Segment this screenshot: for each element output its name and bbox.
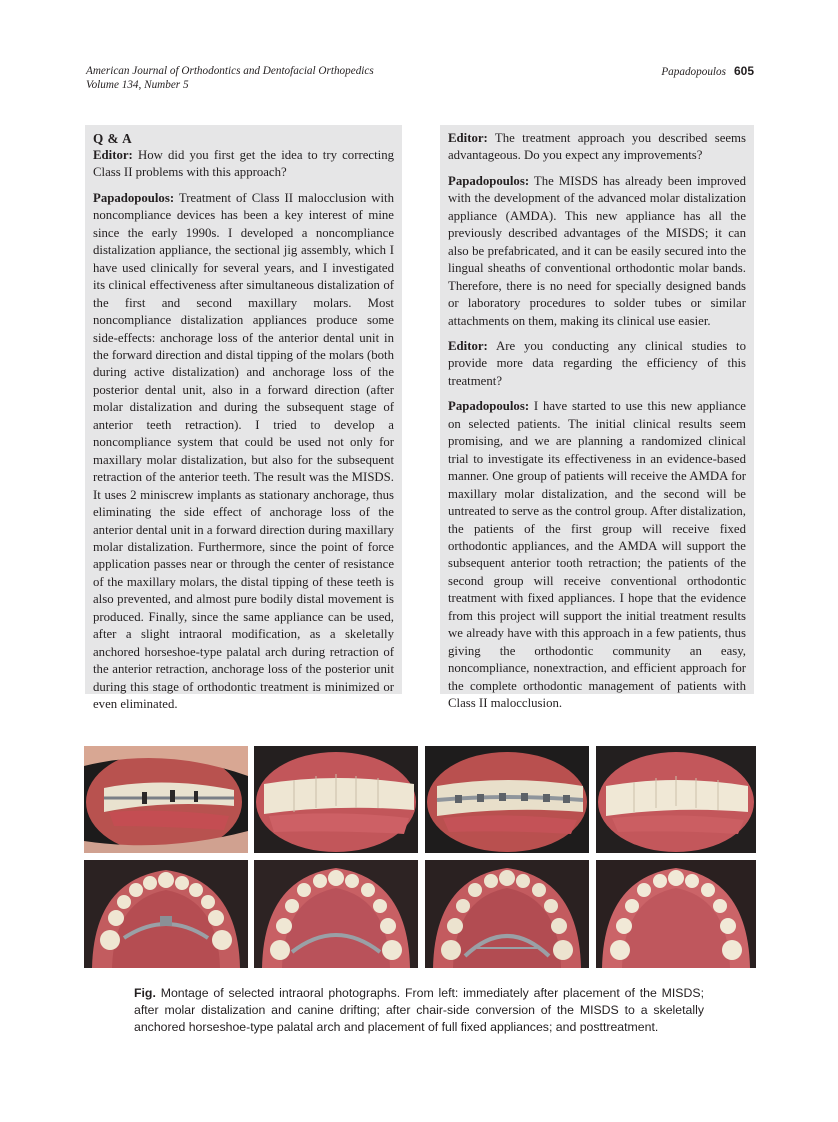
photo-lateral-after-placement bbox=[84, 746, 248, 853]
paragraph-text: I have started to use this new appliance on selected patients. The initial clinical results seem promising, and we are planning a randomized clinical trial to investigate its effectiveness in an evidence-based manner. One group of patients will receive the AMDA for maxillary molar distalization, and the second will be untreated to serve as the control group. After distalization, the patients of the first group will receive fixed orthodontic appliances, and the AMDA will support the subsequent anterior tooth retraction; the patients of the second group will receive conventional orthodontic treatment with fixed appliances. I hope that the evidence from this project will support the initial treatment results we already have with this approach in a few patients, thus giving the orthodontic community an easy, noncompliance, nonextraction, and efficient approach for the complete orthodontic management of patients with Class II malocclusion. bbox=[448, 399, 746, 711]
photo-lateral-fixed-appliances bbox=[425, 746, 589, 853]
qa-heading: Q & A bbox=[93, 131, 133, 146]
journal-volume: Volume 134, Number 5 bbox=[86, 79, 189, 91]
figure-label: Fig. bbox=[134, 986, 156, 1000]
qa-paragraph bbox=[93, 147, 394, 182]
paragraph-text: Treatment of Class II malocclusion with noncompliance devices has been a key interest of mine since the early 1990s. I developed a noncompliance distalization appliance, the sectional jig assembly, which I have used clinically for several years, and I investigated its clinical effectiveness after simultaneous distalization of the first and second maxillary molars. Most noncompliance distalization appliances produce some side-effects: anchorage loss of the anterior dental unit in the forward direction and distal tipping of the molars (both during active distalization) and anchorage loss of the posterior dental unit, also in a forward direction (after molar distalization and during the subsequent stage of anterior teeth retraction). I tried to develop a noncompliance system that could be used not only for maxillary molar distalization, but also for the subsequent retraction of the anterior teeth. The result was the MISDS. It uses 2 miniscrew implants as stationary anchorage, thus eliminating the side effect of anchorage loss of the anterior dental unit in a forward direction during maxillary molar distalization. Furthermore, since the point of force application passes near or through the center of resistance of the maxillary molars, the distal tipping of these teeth is also prevented, and almost pure bodily distal movement is produced. Finally, since the same appliance can be used, after a slight intraoral modification, as a skeletally anchored horseshoe-type palatal arch during retraction of the anterior retraction, anchorage loss of the posterior unit during this stage of orthodontic treatment is minimized or even eliminated. bbox=[93, 190, 395, 712]
paragraph-text: Are you conducting any clinical studies to provide more data regarding the efficiency of this treatment? bbox=[448, 338, 746, 388]
qa-paragraph bbox=[448, 130, 746, 165]
running-author: Papadopoulos bbox=[661, 66, 726, 78]
speaker-label: Editor: bbox=[448, 338, 488, 353]
intraoral-photo-montage bbox=[84, 746, 756, 968]
running-header-journal bbox=[86, 64, 374, 92]
journal-title: American Journal of Orthodontics and Dentofacial Orthopedics bbox=[86, 65, 374, 77]
speaker-label: Papadopoulos: bbox=[93, 190, 175, 205]
photo-occlusal-posttreatment bbox=[596, 860, 756, 968]
paragraph-text: The treatment approach you described seems advantageous. Do you expect any improvements? bbox=[448, 131, 746, 163]
speaker-label: Papadopoulos: bbox=[448, 173, 530, 188]
speaker-label: Papadopoulos: bbox=[448, 399, 530, 414]
photo-lateral-after-distalization bbox=[254, 746, 418, 853]
figure-caption-text: Montage of selected intraoral photographs. From left: immediately after placement of the MISDS; after molar distalization and canine drifting; after chair-side conversion of the MISDS to a skeletally anchored horseshoe-type palatal arch and placement of full fixed appliances; and posttreatment. bbox=[134, 986, 704, 1035]
qa-paragraph bbox=[448, 398, 746, 712]
qa-paragraph bbox=[448, 173, 746, 330]
qa-left-column bbox=[85, 125, 402, 712]
page-number: 605 bbox=[733, 64, 754, 78]
figure-caption bbox=[134, 985, 704, 1037]
qa-paragraph bbox=[448, 338, 746, 390]
photo-occlusal-after-distalization bbox=[254, 860, 418, 968]
paragraph-text: How did you first get the idea to try correcting Class II problems with this approach? bbox=[93, 148, 394, 180]
qa-right-column bbox=[440, 125, 754, 711]
qa-paragraph bbox=[93, 190, 394, 714]
photo-occlusal-after-placement bbox=[84, 860, 248, 968]
running-header-page bbox=[661, 64, 754, 79]
speaker-label: Editor: bbox=[93, 148, 133, 162]
photo-occlusal-fixed-appliances bbox=[425, 860, 589, 968]
speaker-label: Editor: bbox=[448, 131, 488, 145]
photo-lateral-posttreatment bbox=[596, 746, 756, 853]
paragraph-text: The MISDS has already been improved with the development of the advanced molar distalization appliance (AMDA). This new appliance has all the previously described advantages of the MISDS; it can also be prefabricated, and it can be easily secured into the lingual sheaths of conventional orthodontic molar bands. Therefore, there is no need for specially designed bands or laboratory procedures to solder tubes or similar attachments on them, making its clinical use easier. bbox=[448, 173, 746, 328]
